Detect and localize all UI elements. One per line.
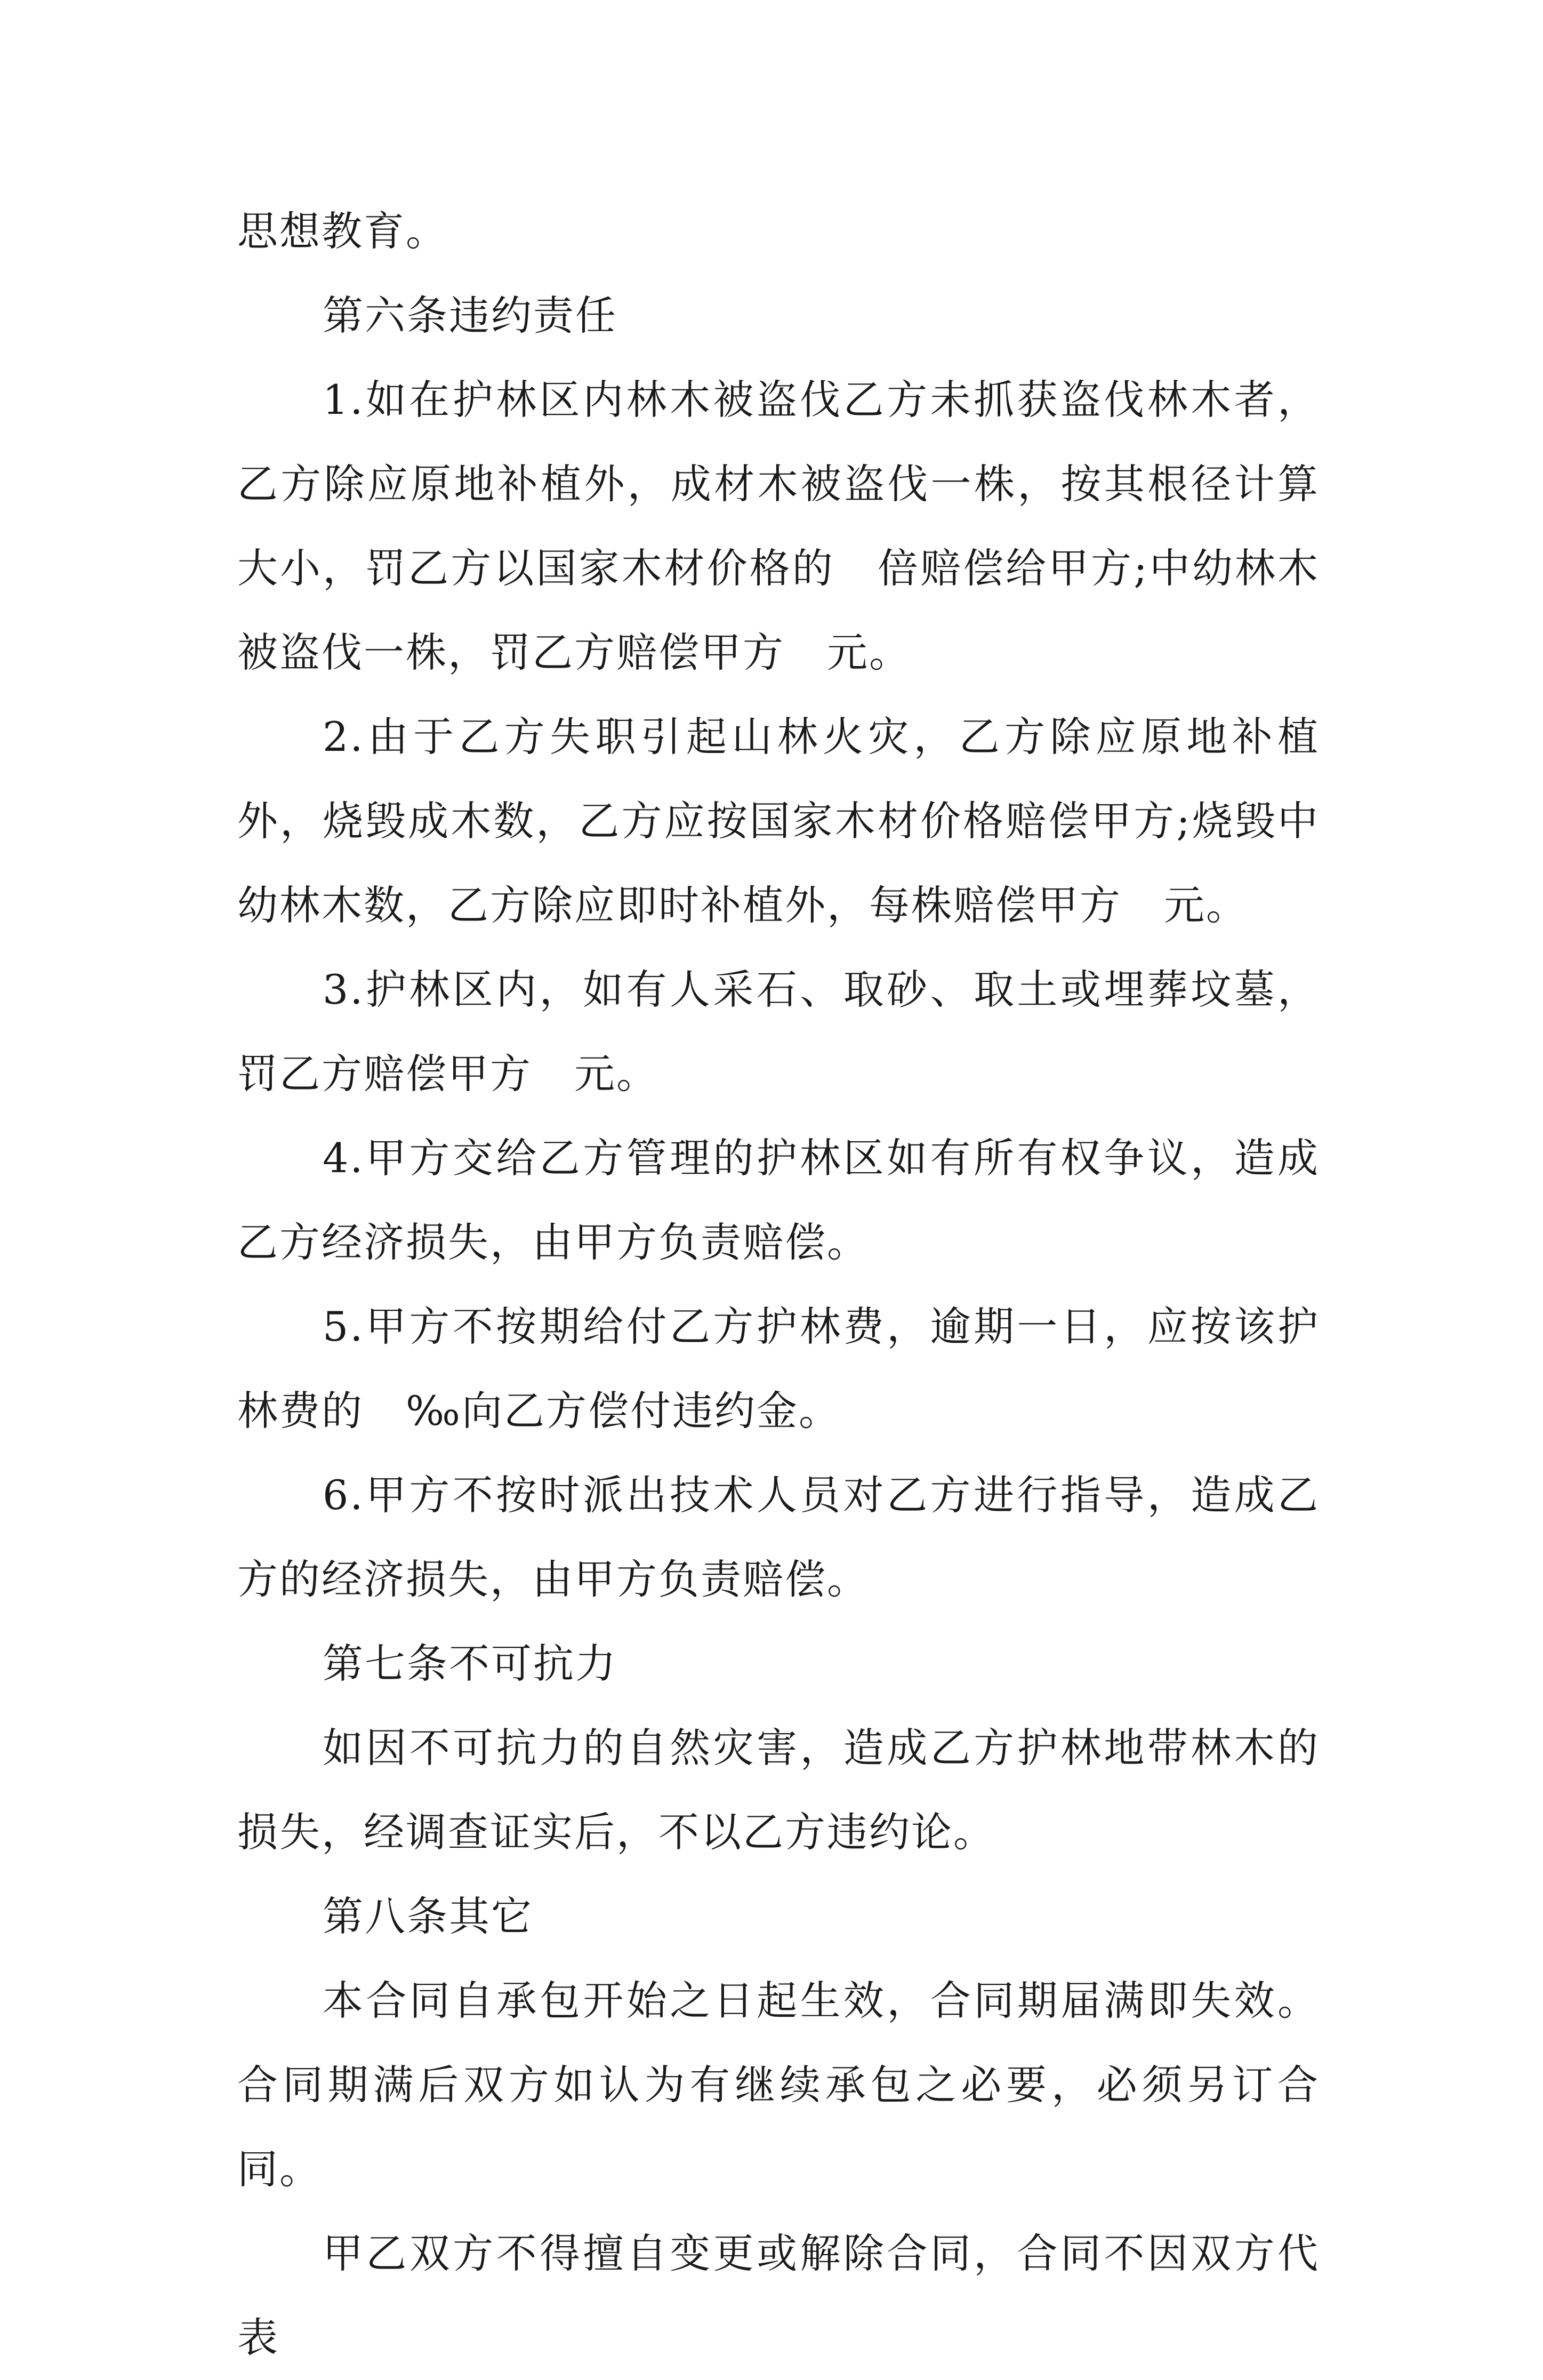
article-6-heading: 第六条违约责任 (323, 292, 617, 339)
article-6-clause-5: 5.甲方不按期给付乙方护林费，逾期一日，应按该护林费的 ‰向乙方偿付违约金。 (237, 1303, 1320, 1435)
article-8-body-2: 甲乙双方不得擅自变更或解除合同，合同不因双方代表 (237, 2230, 1320, 2361)
article-6-clause-6: 6.甲方不按时派出技术人员对乙方进行指导，造成乙方的经济损失，由甲方负责赔偿。 (237, 1471, 1320, 1603)
article-8-body-1: 本合同自承包开始之日起生效，合同期届满即失效。合同期满后双方如认为有继续承包之必要，必须另订合同。 (237, 1977, 1320, 2193)
article-6-clause-4: 4.甲方交给乙方管理的护林区如有所有权争议，造成乙方经济损失，由甲方负责赔偿。 (237, 1134, 1320, 1266)
article-6-clause-2: 2.由于乙方失职引起山林火灾，乙方除应原地补植外，烧毁成木数，乙方应按国家木材价格赔偿甲方;烧毁中幼林木数，乙方除应即时补植外，每株赔偿甲方 元。 (237, 713, 1320, 929)
article-7-body: 如因不可抗力的自然灾害，造成乙方护林地带林木的损失，经调查证实后，不以乙方违约论。 (237, 1724, 1320, 1856)
article-6-clause-1: 1.如在护林区内林木被盗伐乙方未抓获盗伐林木者，乙方除应原地补植外，成材木被盗伐一株，按其根径计算大小，罚乙方以国家木材价格的 倍赔偿给甲方;中幼林木被盗伐一株，罚乙方赔偿甲方 元。 (237, 376, 1320, 676)
article-7-heading: 第七条不可抗力 (323, 1640, 617, 1687)
article-8-heading: 第八条其它 (323, 1893, 533, 1940)
paragraph-continuation: 思想教育。 (237, 207, 448, 255)
document-body (237, 189, 1320, 2380)
article-6-clause-3: 3.护林区内，如有人采石、取砂、取土或埋葬坟墓，罚乙方赔偿甲方 元。 (237, 966, 1320, 1097)
